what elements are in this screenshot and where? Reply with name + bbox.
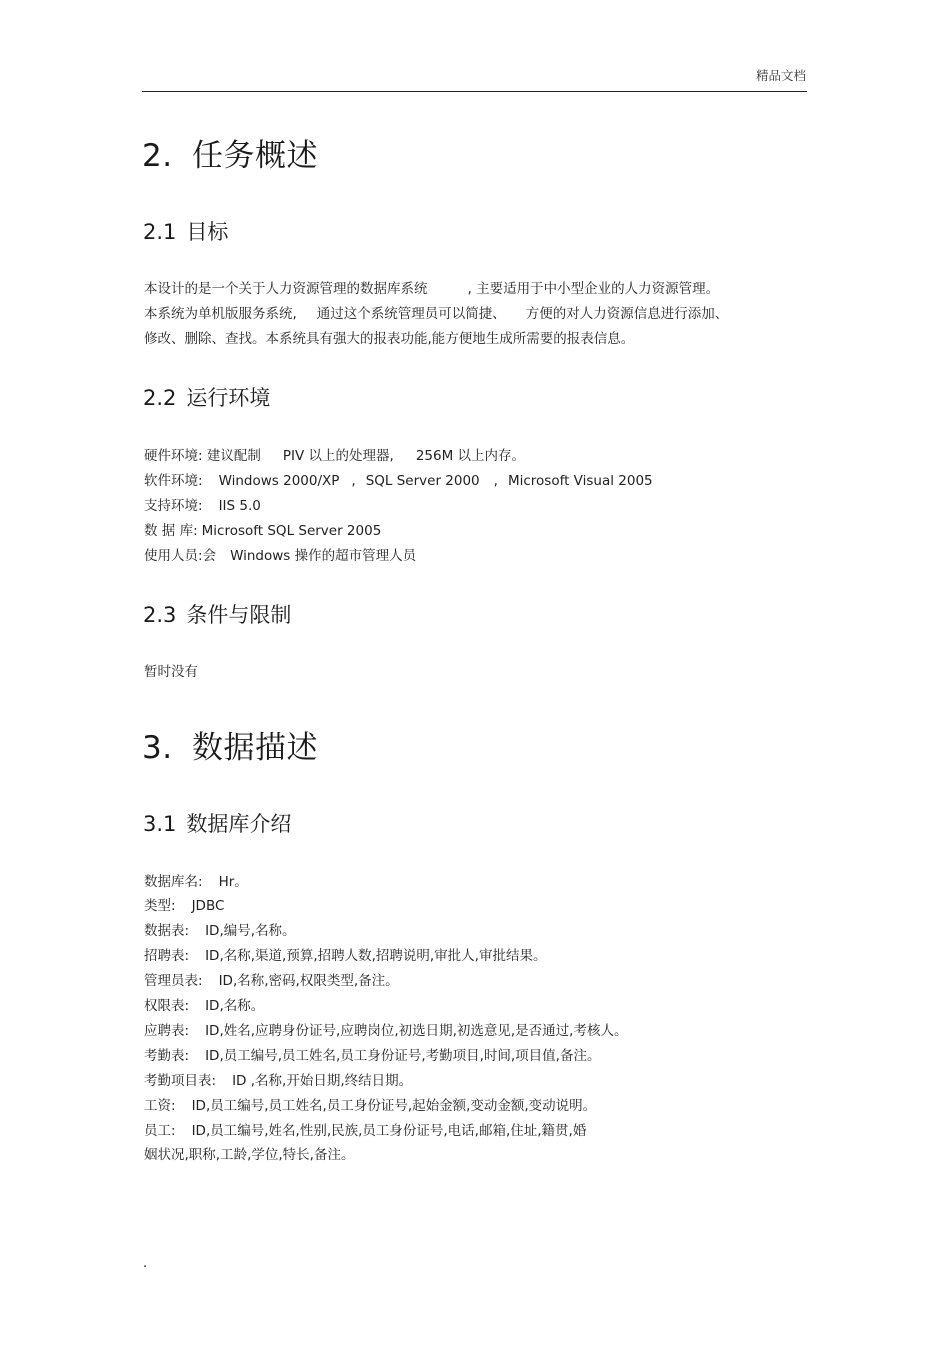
env-hardware-b: PIV 以上的处理器, — [282, 448, 394, 464]
db-line-label: 管理员表: — [144, 973, 203, 989]
db-line-label: 数据表: — [144, 923, 190, 939]
db-line-value: ID ,名称,开始日期,终结日期。 — [232, 1073, 413, 1089]
db-line — [144, 1044, 600, 1064]
section-2-number: 2. — [142, 138, 173, 174]
section-2-2-number: 2.2 — [143, 386, 177, 410]
db-line-label: 招聘表: — [144, 948, 190, 964]
db-line — [144, 969, 399, 989]
section-2-1-title: 目标 — [186, 220, 229, 244]
db-line — [144, 944, 546, 964]
db-line-value: ID,员工编号,姓名,性别,民族,员工身份证号,电话,邮箱,住址,籍贯,婚 — [191, 1123, 587, 1139]
db-line-label: 应聘表: — [144, 1023, 190, 1039]
section-2-2-title: 运行环境 — [186, 386, 271, 410]
section-3-title: 数据描述 — [192, 730, 318, 766]
env-software-a: Windows 2000/XP — [218, 473, 340, 489]
db-line-value: ID,编号,名称。 — [205, 923, 296, 939]
goal-line-2b: 通过这个系统管理员可以简捷、 — [316, 306, 506, 322]
page-header-label: 精品文档 — [755, 68, 806, 83]
db-line-value: ID,名称,渠道,预算,招聘人数,招聘说明,审批人,审批结果。 — [205, 948, 547, 964]
goal-line-2 — [144, 302, 728, 322]
db-line-continuation: 姻状况,职称,工龄,学位,特长,备注。 — [144, 1147, 355, 1163]
db-line-value: ID,名称。 — [205, 998, 265, 1014]
section-3-1-heading — [143, 808, 291, 838]
env-software-e: Microsoft Visual 2005 — [507, 473, 653, 489]
env-software-d: , — [493, 473, 498, 489]
db-line — [144, 919, 296, 939]
section-2-3-heading — [143, 599, 291, 629]
header-divider — [142, 91, 807, 92]
env-users — [144, 544, 416, 564]
env-support-value: IIS 5.0 — [218, 498, 261, 514]
goal-line-2c: 方便的对人力资源信息进行添加、 — [525, 306, 729, 322]
db-line — [144, 870, 248, 890]
env-database — [144, 519, 381, 539]
env-support — [144, 494, 261, 514]
goal-line-2a: 本系统为单机版服务系统, — [144, 306, 297, 322]
db-line-value: ID,员工编号,员工姓名,员工身份证号,考勤项目,时间,项目值,备注。 — [205, 1048, 601, 1064]
env-hardware-label: 硬件环境: — [144, 448, 203, 464]
env-database-label: 数 据 库: — [144, 523, 198, 539]
db-line-value: ID,姓名,应聘身份证号,应聘岗位,初选日期,初选意见,是否通过,考核人。 — [205, 1023, 628, 1039]
db-line-value: Hr。 — [218, 874, 248, 890]
db-line — [144, 894, 224, 914]
db-line-label: 类型: — [144, 898, 176, 914]
section-3-1-title: 数据库介绍 — [186, 812, 292, 836]
db-line-label: 考勤项目表: — [144, 1073, 217, 1089]
env-users-a: 会 — [202, 548, 217, 564]
section-2-3-number: 2.3 — [143, 603, 177, 627]
db-line-label: 考勤表: — [144, 1048, 190, 1064]
footer-mark: . — [143, 1256, 148, 1271]
db-line — [144, 1019, 627, 1039]
env-software-c: SQL Server 2000 — [365, 473, 480, 489]
section-2-heading — [142, 130, 318, 175]
db-line-label: 权限表: — [144, 998, 190, 1014]
env-hardware — [144, 444, 525, 464]
env-software — [144, 469, 653, 489]
goal-line-1a: 本设计的是一个关于人力资源管理的数据库系统 — [144, 281, 428, 297]
section-2-1-heading — [143, 216, 228, 246]
section-3-heading — [142, 722, 318, 767]
section-3-number: 3. — [142, 730, 173, 766]
db-line — [144, 1069, 412, 1089]
section-3-1-number: 3.1 — [143, 812, 177, 836]
section-2-1-number: 2.1 — [143, 220, 177, 244]
section-2-2-heading — [143, 382, 270, 412]
db-line — [144, 1094, 596, 1114]
section-2-title: 任务概述 — [192, 138, 318, 174]
db-line-label: 数据库名: — [144, 874, 203, 890]
goal-line-1b: , 主要适用于中小型企业的人力资源管理。 — [467, 281, 720, 297]
goal-line-3: 修改、删除、查找。本系统具有强大的报表功能,能方便地生成所需要的报表信息。 — [144, 331, 635, 347]
env-hardware-c: 256M 以上内存。 — [415, 448, 526, 464]
db-line-label: 员工: — [144, 1123, 176, 1139]
section-2-3-title: 条件与限制 — [186, 603, 292, 627]
env-software-label: 软件环境: — [144, 473, 203, 489]
goal-line-1 — [144, 277, 719, 297]
env-users-b: Windows 操作的超市管理人员 — [230, 548, 417, 564]
env-users-label: 使用人员: — [144, 548, 203, 564]
db-line — [144, 994, 264, 1014]
db-line-value: ID,员工编号,员工姓名,员工身份证号,起始金额,变动金额,变动说明。 — [191, 1098, 597, 1114]
db-line-label: 工资: — [144, 1098, 176, 1114]
env-database-value: Microsoft SQL Server 2005 — [201, 523, 382, 539]
env-software-b: , — [351, 473, 356, 489]
db-line-value: ID,名称,密码,权限类型,备注。 — [218, 973, 399, 989]
constraints-text: 暂时没有 — [144, 664, 198, 680]
env-support-label: 支持环境: — [144, 498, 203, 514]
db-line — [144, 1119, 586, 1139]
db-line-value: JDBC — [191, 898, 225, 914]
env-hardware-a: 建议配制 — [206, 448, 261, 464]
